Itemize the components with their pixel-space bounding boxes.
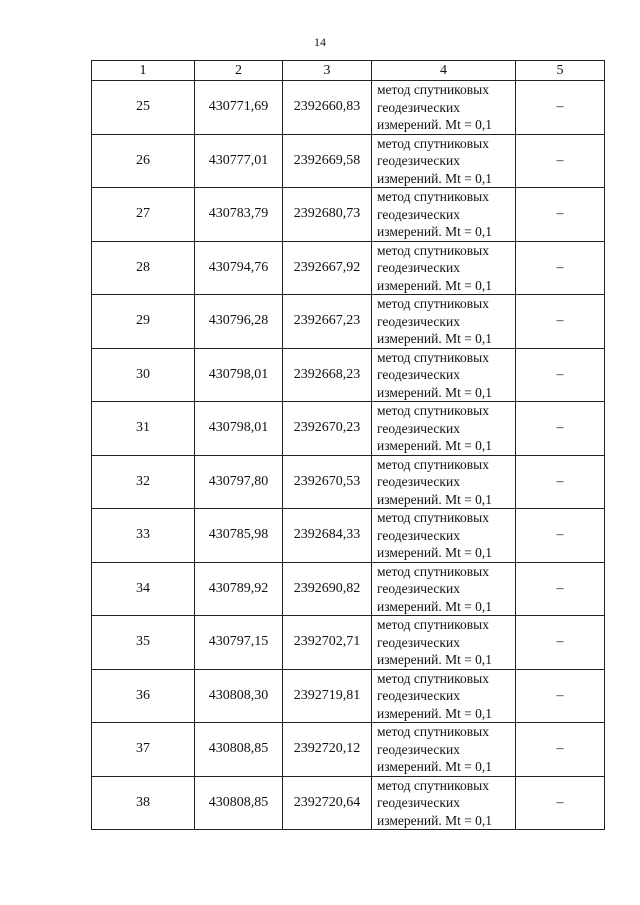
coordinate-y: 2392690,82 (283, 562, 372, 616)
coordinate-x: 430789,92 (195, 562, 283, 616)
method-line-1: метод спутниковых (377, 135, 489, 151)
coordinate-y: 2392670,23 (283, 402, 372, 456)
method-line-2: геодезических (377, 367, 460, 382)
coordinate-y: 2392720,64 (283, 776, 372, 830)
method-description (372, 616, 516, 670)
note-dash: – (516, 723, 605, 777)
table-row (92, 241, 605, 295)
method-description (372, 776, 516, 830)
method-line-3: измерений. Mt = 0,1 (377, 384, 493, 400)
point-number: 38 (92, 776, 195, 830)
coordinates-table (91, 60, 605, 830)
table-row (92, 776, 605, 830)
table-header (92, 61, 605, 81)
table-row (92, 295, 605, 349)
coordinate-x: 430783,79 (195, 188, 283, 242)
point-number: 36 (92, 669, 195, 723)
coordinate-y: 2392720,12 (283, 723, 372, 777)
header-row (92, 61, 605, 81)
column-header-2: 2 (195, 61, 283, 81)
coordinate-y: 2392669,58 (283, 134, 372, 188)
note-dash: – (516, 562, 605, 616)
method-line-1: метод спутниковых (377, 777, 489, 793)
method-line-1: метод спутниковых (377, 82, 489, 97)
table-row (92, 669, 605, 723)
method-line-2: геодезических (377, 527, 460, 543)
method-line-3: измерений. Mt = 0,1 (377, 331, 493, 346)
column-header-1: 1 (92, 61, 195, 81)
method-line-3: измерений. Mt = 0,1 (377, 224, 493, 239)
method-description (372, 509, 516, 563)
note-dash: – (516, 669, 605, 723)
method-line-1: метод спутниковых (377, 510, 489, 525)
method-line-2: геодезических (377, 795, 460, 810)
coordinate-x: 430777,01 (195, 134, 283, 188)
point-number: 31 (92, 402, 195, 456)
coordinate-x: 430796,28 (195, 295, 283, 349)
method-line-1: метод спутниковых (377, 563, 489, 579)
method-line-3: измерений. Mt = 0,1 (377, 277, 493, 293)
method-line-2: геодезических (377, 634, 460, 650)
note-dash: – (516, 295, 605, 349)
table-row (92, 723, 605, 777)
coordinate-x: 430785,98 (195, 509, 283, 563)
coordinate-x: 430797,15 (195, 616, 283, 670)
method-line-3: измерений. Mt = 0,1 (377, 117, 493, 132)
note-dash: – (516, 776, 605, 830)
coordinate-x: 430794,76 (195, 241, 283, 295)
note-dash: – (516, 188, 605, 242)
method-description (372, 134, 516, 188)
method-line-2: геодезических (377, 313, 460, 329)
coordinate-x: 430798,01 (195, 402, 283, 456)
method-line-2: геодезических (377, 206, 460, 222)
point-number: 33 (92, 509, 195, 563)
point-number: 29 (92, 295, 195, 349)
coordinate-y: 2392667,23 (283, 295, 372, 349)
table-body (92, 81, 605, 830)
coordinate-x: 430798,01 (195, 348, 283, 402)
method-line-3: измерений. Mt = 0,1 (377, 170, 493, 186)
coordinate-x: 430797,80 (195, 455, 283, 509)
coordinate-y: 2392667,92 (283, 241, 372, 295)
table-row (92, 81, 605, 135)
method-description (372, 723, 516, 777)
method-line-1: метод спутниковых (377, 724, 489, 739)
point-number: 27 (92, 188, 195, 242)
method-line-2: геодезических (377, 260, 460, 275)
note-dash: – (516, 455, 605, 509)
table-row (92, 402, 605, 456)
method-line-1: метод спутниковых (377, 296, 489, 311)
point-number: 37 (92, 723, 195, 777)
point-number: 26 (92, 134, 195, 188)
coordinate-x: 430808,85 (195, 776, 283, 830)
coordinate-y: 2392680,73 (283, 188, 372, 242)
table-row (92, 562, 605, 616)
point-number: 34 (92, 562, 195, 616)
point-number: 28 (92, 241, 195, 295)
coordinate-x: 430771,69 (195, 81, 283, 135)
method-line-1: метод спутниковых (377, 189, 489, 204)
coordinate-y: 2392702,71 (283, 616, 372, 670)
method-line-3: измерений. Mt = 0,1 (377, 812, 493, 828)
table-row (92, 188, 605, 242)
method-line-2: геодезических (377, 153, 460, 168)
method-description (372, 295, 516, 349)
method-description (372, 188, 516, 242)
column-header-5: 5 (516, 61, 605, 81)
coordinate-y: 2392684,33 (283, 509, 372, 563)
method-line-3: измерений. Mt = 0,1 (377, 652, 493, 667)
method-line-3: измерений. Mt = 0,1 (377, 438, 493, 453)
note-dash: – (516, 134, 605, 188)
method-line-1: метод спутниковых (377, 403, 489, 418)
method-line-2: геодезических (377, 420, 460, 436)
note-dash: – (516, 241, 605, 295)
point-number: 35 (92, 616, 195, 670)
coordinate-y: 2392668,23 (283, 348, 372, 402)
coordinate-y: 2392719,81 (283, 669, 372, 723)
method-description (372, 669, 516, 723)
point-number: 25 (92, 81, 195, 135)
table-row (92, 348, 605, 402)
method-description (372, 348, 516, 402)
column-header-4: 4 (372, 61, 516, 81)
point-number: 32 (92, 455, 195, 509)
table-row (92, 509, 605, 563)
column-header-3: 3 (283, 61, 372, 81)
table-row (92, 134, 605, 188)
note-dash: – (516, 81, 605, 135)
method-line-2: геодезических (377, 581, 460, 596)
method-line-2: геодезических (377, 474, 460, 489)
method-line-3: измерений. Mt = 0,1 (377, 598, 493, 614)
method-line-1: метод спутниковых (377, 242, 489, 258)
method-line-1: метод спутниковых (377, 670, 489, 686)
coordinate-y: 2392670,53 (283, 455, 372, 509)
method-line-2: геодезических (377, 741, 460, 757)
point-number: 30 (92, 348, 195, 402)
method-description (372, 81, 516, 135)
note-dash: – (516, 509, 605, 563)
method-line-3: измерений. Mt = 0,1 (377, 491, 493, 507)
method-description (372, 241, 516, 295)
method-line-1: метод спутниковых (377, 349, 489, 365)
table-row (92, 616, 605, 670)
note-dash: – (516, 616, 605, 670)
method-description (372, 562, 516, 616)
method-line-3: измерений. Mt = 0,1 (377, 545, 493, 560)
method-description (372, 455, 516, 509)
note-dash: – (516, 348, 605, 402)
table-row (92, 455, 605, 509)
method-line-1: метод спутниковых (377, 456, 489, 472)
coordinate-y: 2392660,83 (283, 81, 372, 135)
coordinate-x: 430808,30 (195, 669, 283, 723)
method-line-2: геодезических (377, 99, 460, 115)
page-number: 14 (314, 35, 326, 49)
method-description (372, 402, 516, 456)
note-dash: – (516, 402, 605, 456)
method-line-1: метод спутниковых (377, 617, 489, 632)
method-line-2: геодезических (377, 688, 460, 703)
method-line-3: измерений. Mt = 0,1 (377, 759, 493, 774)
coordinate-x: 430808,85 (195, 723, 283, 777)
method-line-3: измерений. Mt = 0,1 (377, 705, 493, 721)
